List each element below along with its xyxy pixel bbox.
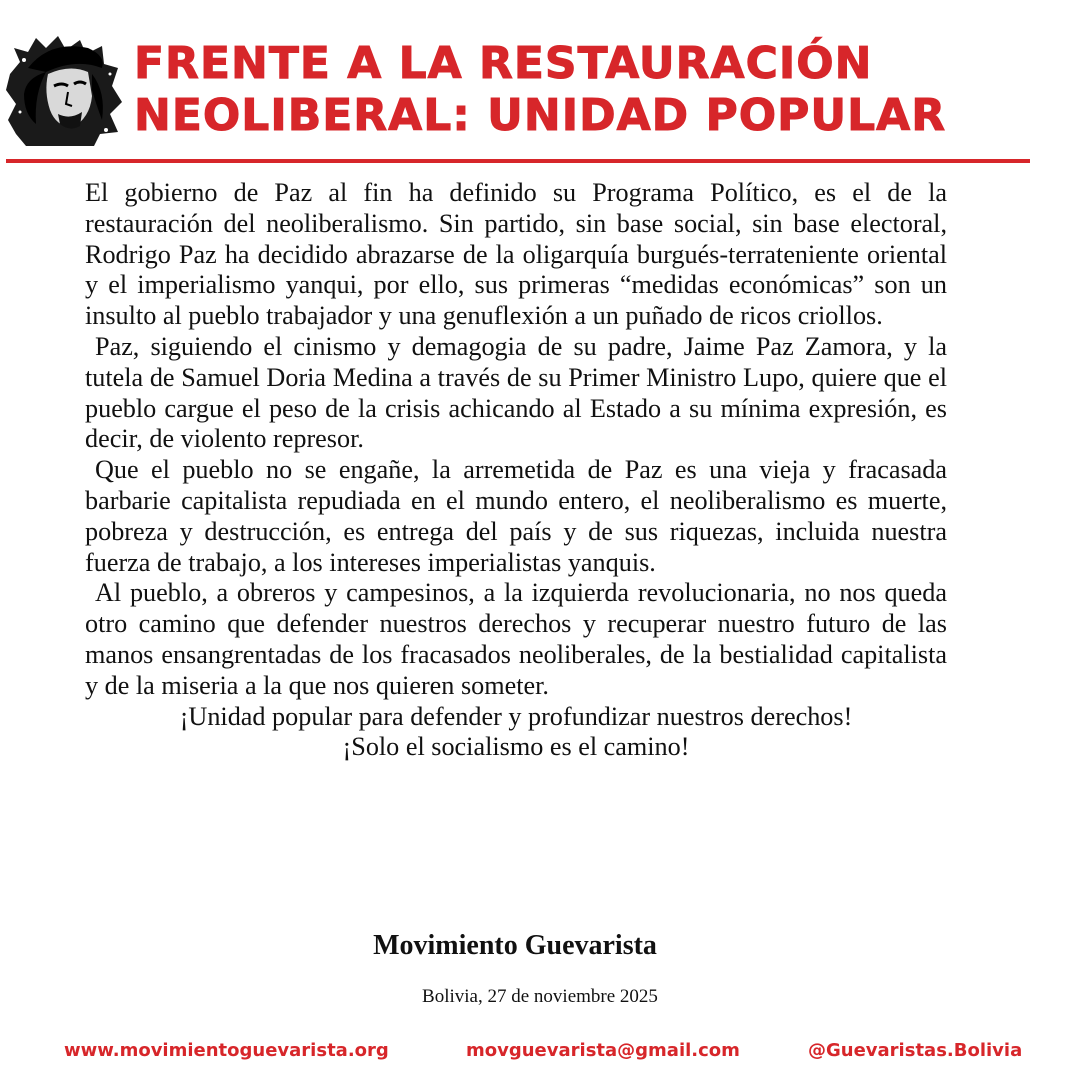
page-title [134,38,1054,142]
social-handle[interactable]: @Guevaristas.Bolivia [808,1040,1023,1061]
slogan-1: ¡Unidad popular para defender y profundizar nuestros derechos! [179,701,853,731]
header-divider [6,159,1030,163]
footer [0,1040,1080,1064]
revolutionary-portrait-icon [6,34,124,146]
slogan-2: ¡Solo el socialismo es el camino! [342,732,690,762]
paragraph-2: Paz, siguiendo el cinismo y demagogia de su padre, Jaime Paz Zamora, y la tutela de Samuel Doria Medina a través de su Primer Ministro Lupo, quiere que el pueblo cargue el peso de la crisis achicando al Estado a su mínima expresión, es decir, de violento represor. [85,331,947,454]
paragraph-1: El gobierno de Paz al fin ha definido su Programa Político, es el de la restauración del neoliberalismo. Sin partido, sin base social, sin base electoral, Rodrigo Paz ha decidido abrazarse de la oligarquía burgués-terrateniente oriental y el imperialismo yanqui, por ello, sus primeras “medidas económicas” son un insulto al pueblo trabajador y una genuflexión a un puñado de ricos criollos. [85,178,947,331]
paragraph-3: Que el pueblo no se engañe, la arremetida de Paz es una vieja y fracasada barbarie capitalista repudiada en el mundo entero, el neoliberalismo es muerte, pobreza y destrucción, es entrega del país y de sus riquezas, incluida nuestra fuerza de trabajo, a los intereses imperialistas yanquis. [85,455,947,577]
website-link[interactable]: www.movimientoguevarista.org [64,1040,389,1061]
title-line-2: NEOLIBERAL: UNIDAD POPULAR [134,90,947,141]
title-line-1: FRENTE A LA RESTAURACIÓN [134,38,873,89]
portrait-image [6,34,124,146]
statement-body [85,178,947,763]
email-link[interactable]: movguevarista@gmail.com [466,1040,740,1061]
date-line: Bolivia, 27 de noviembre 2025 [422,986,658,1007]
paragraph-4: Al pueblo, a obreros y campesinos, a la izquierda revolucionaria, no nos queda otro camino que defender nuestros derechos y recuperar nuestro futuro de las manos ensangrentadas de los fracasados neoliberales, de la bestialidad capitalista y de la miseria a la que nos quieren someter. [85,578,947,700]
signature: Movimiento Guevarista [373,930,657,961]
